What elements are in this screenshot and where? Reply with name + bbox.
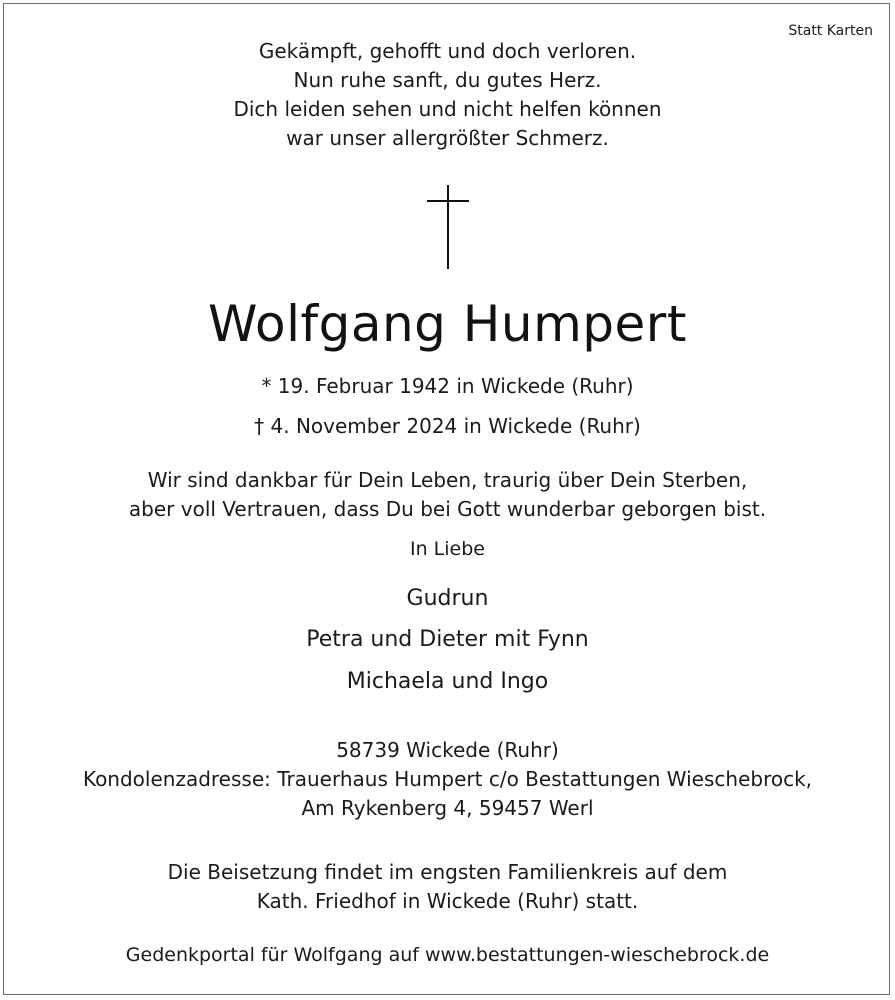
verse-line: Dich leiden sehen und nicht helfen können [233,97,662,121]
family-member: Michaela und Ingo [346,669,549,694]
birth-line: * 19. Februar 1942 in Wickede (Ruhr) [261,374,634,398]
deceased-name: Wolfgang Humpert [208,295,687,353]
in-love-label: In Liebe [410,538,485,560]
memorial-portal-line: Gedenkportal für Wolfgang auf www.bestattungen-wieschebrock.de [125,944,770,966]
latin-cross-icon [447,185,449,269]
burial-line: Kath. Friedhof in Wickede (Ruhr) statt. [256,889,639,913]
verse-line: war unser allergrößter Schmerz. [286,126,609,150]
address-block [0,736,895,823]
tribute-line: Wir sind dankbar für Dein Leben, traurig über Dein Sterben, [147,468,748,492]
tribute-text [0,466,895,524]
tribute-line: aber voll Vertrauen, dass Du bei Gott wunderbar geborgen bist. [128,497,767,521]
verse-line: Gekämpft, gehofft und doch verloren. [258,39,637,63]
address-line: Kondolenzadresse: Trauerhaus Humpert c/o Bestattungen Wieschebrock, [82,767,813,791]
family-member: Gudrun [406,586,489,611]
death-line: † 4. November 2024 in Wickede (Ruhr) [254,414,641,438]
burial-line: Die Beisetzung findet im engsten Familienkreis auf dem [167,860,728,884]
burial-info [0,858,895,916]
verse-line: Nun ruhe sanft, du gutes Herz. [293,68,602,92]
address-line: Am Rykenberg 4, 59457 Werl [301,796,594,820]
statt-karten-label: Statt Karten [788,23,873,39]
family-member: Petra und Dieter mit Fynn [306,627,589,652]
memorial-verse [0,37,895,153]
address-line: 58739 Wickede (Ruhr) [336,738,559,762]
